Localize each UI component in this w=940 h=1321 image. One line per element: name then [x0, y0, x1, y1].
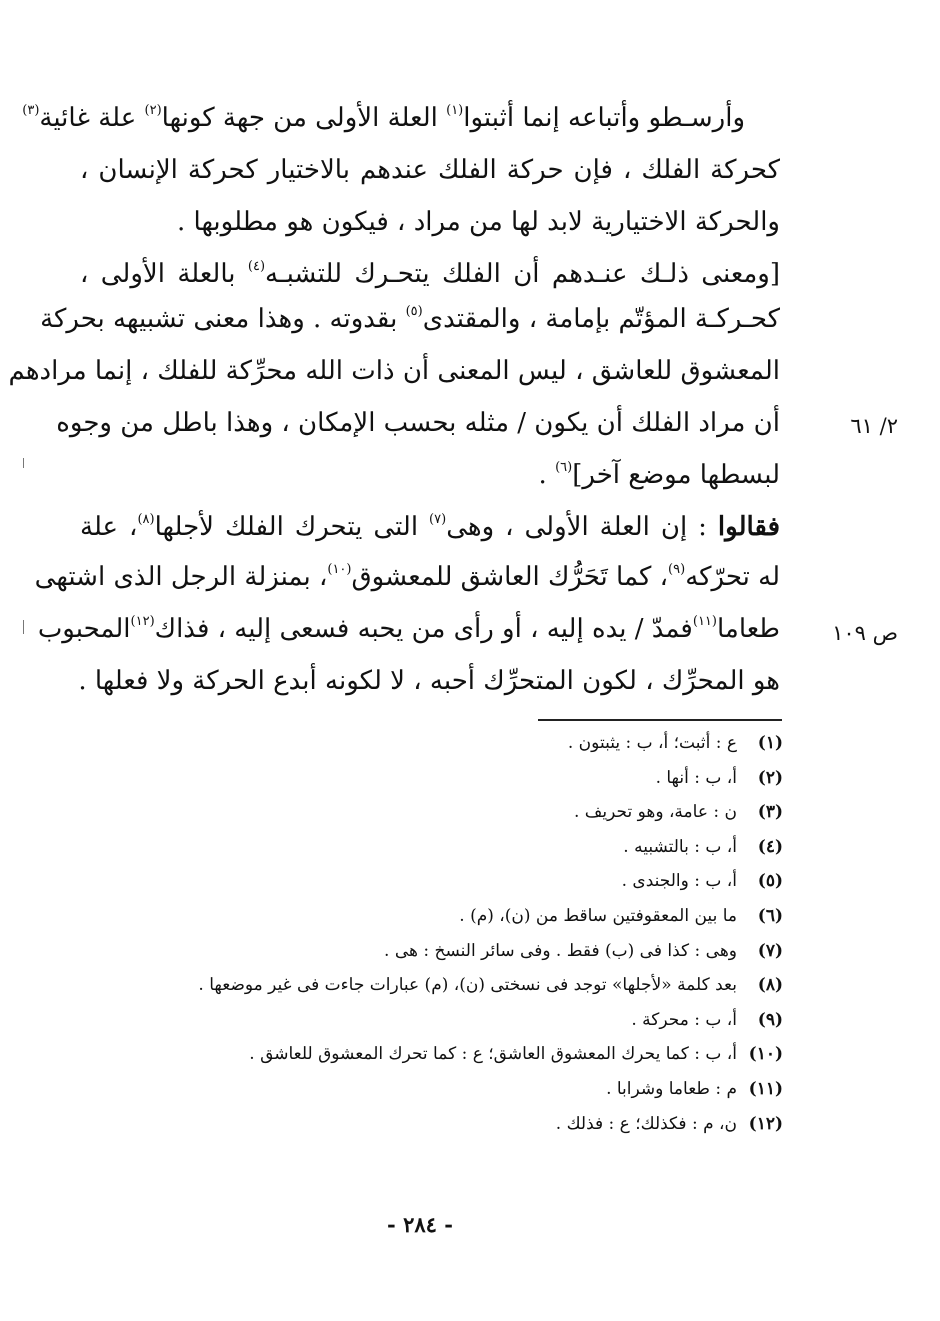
text-segment: له تحرّكه: [685, 562, 780, 592]
footnote-ref: (٢): [144, 103, 162, 118]
footnote-ref: (١): [446, 103, 464, 118]
text-segment: وأرسـطو وأتباعه إنما أثبتوا: [463, 103, 745, 133]
text-segment: .: [538, 460, 556, 490]
text-segment: لبسطها موضع آخر]: [572, 460, 780, 490]
text-segment: والحركة الاختيارية لابد لها من مراد ، فيكون هو مطلوبها .: [177, 207, 780, 237]
margin-marker-page: ص ١٠٩: [832, 621, 898, 645]
text-segment: المحبوب: [37, 614, 131, 644]
footnote: [100, 1109, 783, 1139]
footnote: [100, 1074, 783, 1104]
footnote-ref: (٦): [555, 460, 573, 475]
footnote-number: (٤): [757, 837, 783, 857]
scan-speck: [23, 620, 24, 634]
footnote-text: وهى : كذا فى (ب) فقط . وفى سائر النسخ : هى .: [384, 941, 737, 961]
text-line: [40, 299, 780, 339]
footnote-ref: (١٠): [327, 562, 352, 577]
footnote-text: م : طعاما وشرابا .: [606, 1079, 737, 1099]
text-segment: المعشوق للعاشق ، ليس المعنى أن ذات الله محرِّكة للفلك ، إنما مرادهم: [8, 356, 780, 386]
text-segment: [ومعنى ذلـك عنـدهم أن الفلك يتحـرك للتشبـه: [265, 259, 780, 289]
text-segment: كحركة الفلك ، فإن حركة الفلك عندهم بالاختيار كحركة الإنسان ،: [80, 155, 780, 185]
footnote-ref: (٧): [429, 512, 447, 527]
text-segment: كحـركـة المؤتّم بإمامة ، والمقتدى: [422, 304, 780, 334]
footnote-number: (٢): [757, 768, 783, 788]
footnote-number: (٣): [757, 802, 783, 822]
text-line: [37, 609, 780, 649]
footnote: [100, 866, 783, 896]
text-segment: ، علة: [80, 512, 138, 542]
footnote: [100, 936, 783, 966]
text-segment: أن مراد الفلك أن يكون / مثله بحسب الإمكان ، وهذا باطل من وجوه: [56, 408, 780, 438]
text-line: [80, 254, 780, 294]
text-line: [80, 507, 780, 547]
footnote: [100, 1039, 783, 1069]
footnote-text: أ، ب : محركة .: [631, 1010, 737, 1030]
footnote-number: (٥): [757, 871, 783, 891]
footnote-number: (١٠): [748, 1044, 783, 1064]
footnote-number: (٧): [757, 941, 783, 961]
footnote-ref: (٨): [137, 512, 155, 527]
text-line: [0, 455, 780, 495]
footnote-text: أ، ب : بالتشبيه .: [623, 837, 737, 857]
margin-marker-vol-page: ٢/ ٦١: [850, 414, 898, 438]
text-segment: فمدّ / يده إليه ، أو رأى من يحبه فسعى إليه ، فذاك: [154, 614, 693, 644]
footnote: [100, 797, 783, 827]
text-segment: علة غائية: [39, 103, 145, 133]
footnote-ref: (١١): [692, 614, 717, 629]
footnote-number: (١): [757, 733, 783, 753]
footnote-text: ما بين المعقوفتين ساقط من (ن)، (م) .: [459, 906, 737, 926]
footnote-text: أ، ب : أنها .: [655, 768, 737, 788]
text-segment: ، بمنزلة الرجل الذى اشتهى: [34, 562, 328, 592]
footnote: [100, 970, 783, 1000]
footnote-ref: (٩): [668, 562, 686, 577]
text-segment: هو المحرِّك ، لكون المتحرِّك أحبه ، لا لكونه أبدع الحركة ولا فعلها .: [78, 666, 780, 696]
footnote-text: ع : أثبت؛ أ، ب : يثبتون .: [567, 733, 737, 753]
footnote-text: ن، م : فكذلك؛ ع : فذلك .: [555, 1114, 737, 1134]
text-line: [0, 661, 780, 701]
footnote: [100, 763, 783, 793]
text-segment: العلة الأولى من جهة كونها: [161, 103, 447, 133]
text-line: [8, 351, 780, 391]
footnote-text: ن : عامة، وهو تحريف .: [573, 802, 737, 822]
bold-lead-word: فقالوا: [717, 512, 781, 542]
footnote: [100, 901, 783, 931]
footnote-text: أ، ب : والجندى .: [621, 871, 737, 891]
footnote-rule: [538, 719, 782, 721]
footnote-text: أ، ب : كما يحرك المعشوق العاشق؛ ع : كما تحرك المعشوق للعاشق .: [249, 1044, 737, 1064]
text-line: [0, 202, 780, 242]
footnote-number: (٩): [757, 1010, 783, 1030]
footnote: [100, 728, 783, 758]
text-segment: التى يتحرك الفلك لأجلها: [154, 512, 430, 542]
footnote-ref: (٣): [22, 103, 40, 118]
footnote-ref: (٤): [247, 259, 266, 274]
text-segment: طعاما: [716, 614, 780, 644]
footnote-ref: (٥): [405, 304, 423, 319]
footnote-text: بعد كلمة «لأجلها» توجد فى نسختى (ن)، (م) عبارات جاءت فى غير موضعها .: [198, 975, 737, 995]
footnote-number: (١١): [748, 1079, 783, 1099]
page-number: - ٢٨٤ -: [387, 1212, 453, 1237]
footnote-number: (٦): [757, 906, 783, 926]
text-segment: بقدوته . وهذا معنى تشبيهه بحركة: [40, 304, 406, 334]
footnote: [100, 832, 783, 862]
footnote-number: (٨): [757, 975, 783, 995]
text-line: [80, 150, 780, 190]
footnote-number: (١٢): [748, 1114, 783, 1134]
text-line: [34, 557, 780, 597]
text-segment: بالعلة الأولى ،: [80, 259, 248, 289]
footnote: [100, 1005, 783, 1035]
text-segment: ، كما تَحَرُّك العاشق للمعشوق: [351, 562, 669, 592]
scan-speck: [23, 458, 24, 468]
footnote-ref: (١٢): [130, 614, 155, 629]
text-line: [56, 403, 780, 443]
text-segment: : إن العلة الأولى ، وهى: [446, 512, 718, 542]
text-line: [22, 98, 745, 138]
